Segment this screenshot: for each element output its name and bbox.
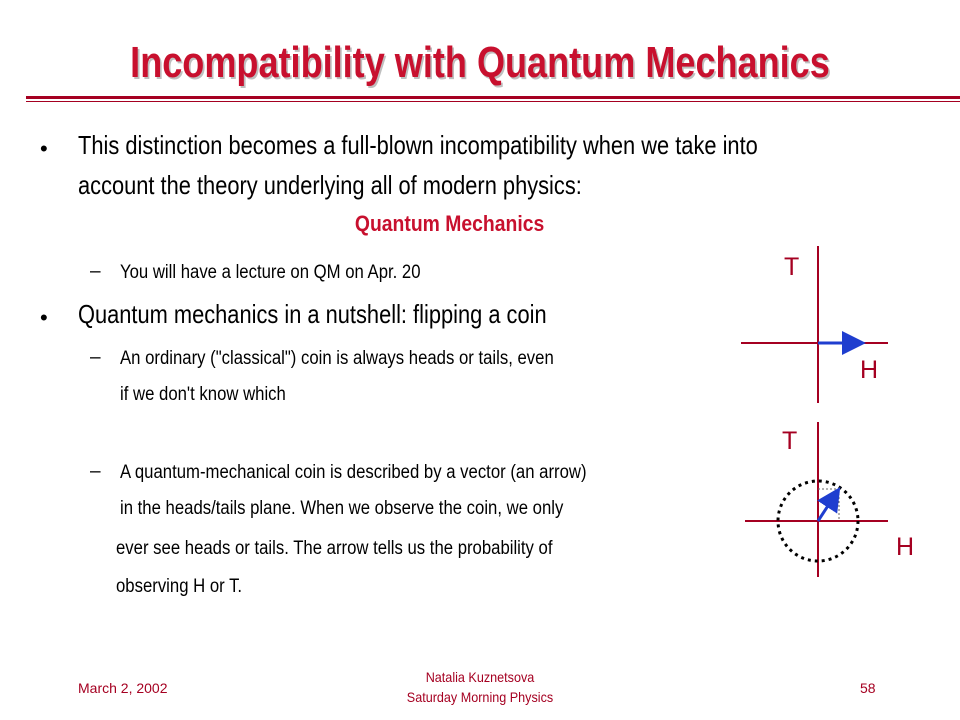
sub-item-classical-line-2: if we don't know which	[120, 384, 286, 405]
footer-event: Saturday Morning Physics	[406, 689, 554, 705]
sub-item-quantum-line-3: ever see heads or tails. The arrow tells us the probability of	[116, 538, 553, 559]
sub-item-quantum-line-1: A quantum-mechanical coin is described by a vector (an arrow)	[120, 462, 587, 483]
quantum-coin-diagram	[745, 422, 888, 577]
sub-item-quantum-line-4: observing H or T.	[116, 576, 243, 597]
quantum-h-label: H	[896, 533, 915, 561]
dash-marker: –	[90, 261, 101, 282]
sub-item-classical-line-1: An ordinary ("classical") coin is always heads or tails, even	[120, 348, 554, 369]
dash-marker: –	[90, 347, 101, 368]
sub-item-quantum-line-2: in the heads/tails plane. When we observe the coin, we only	[120, 498, 564, 519]
classical-h-label: H	[860, 356, 879, 384]
slide-title: Incompatibility with Quantum Mechanics	[130, 38, 830, 87]
quantum-state-arrow	[818, 492, 837, 521]
bullet-1-line-2: account the theory underlying all of modern physics:	[78, 170, 582, 200]
bullet-marker: •	[40, 136, 48, 161]
footer-page-number: 58	[860, 680, 876, 696]
bullet-1-line-1: This distinction becomes a full-blown incompatibility when we take into	[78, 130, 758, 160]
quantum-t-label: T	[782, 427, 798, 455]
bullet-marker: •	[40, 305, 48, 330]
sub-item-lecture: You will have a lecture on QM on Apr. 20	[120, 262, 421, 283]
footer-author: Natalia Kuznetsova	[425, 669, 535, 685]
dash-marker: –	[90, 461, 101, 482]
bullet-2-line-1: Quantum mechanics in a nutshell: flipping a coin	[78, 299, 547, 329]
classical-t-label: T	[784, 253, 800, 281]
footer-credits	[330, 667, 630, 707]
highlight-quantum-mechanics: Quantum Mechanics	[355, 211, 545, 236]
footer-date: March 2, 2002	[78, 680, 168, 696]
